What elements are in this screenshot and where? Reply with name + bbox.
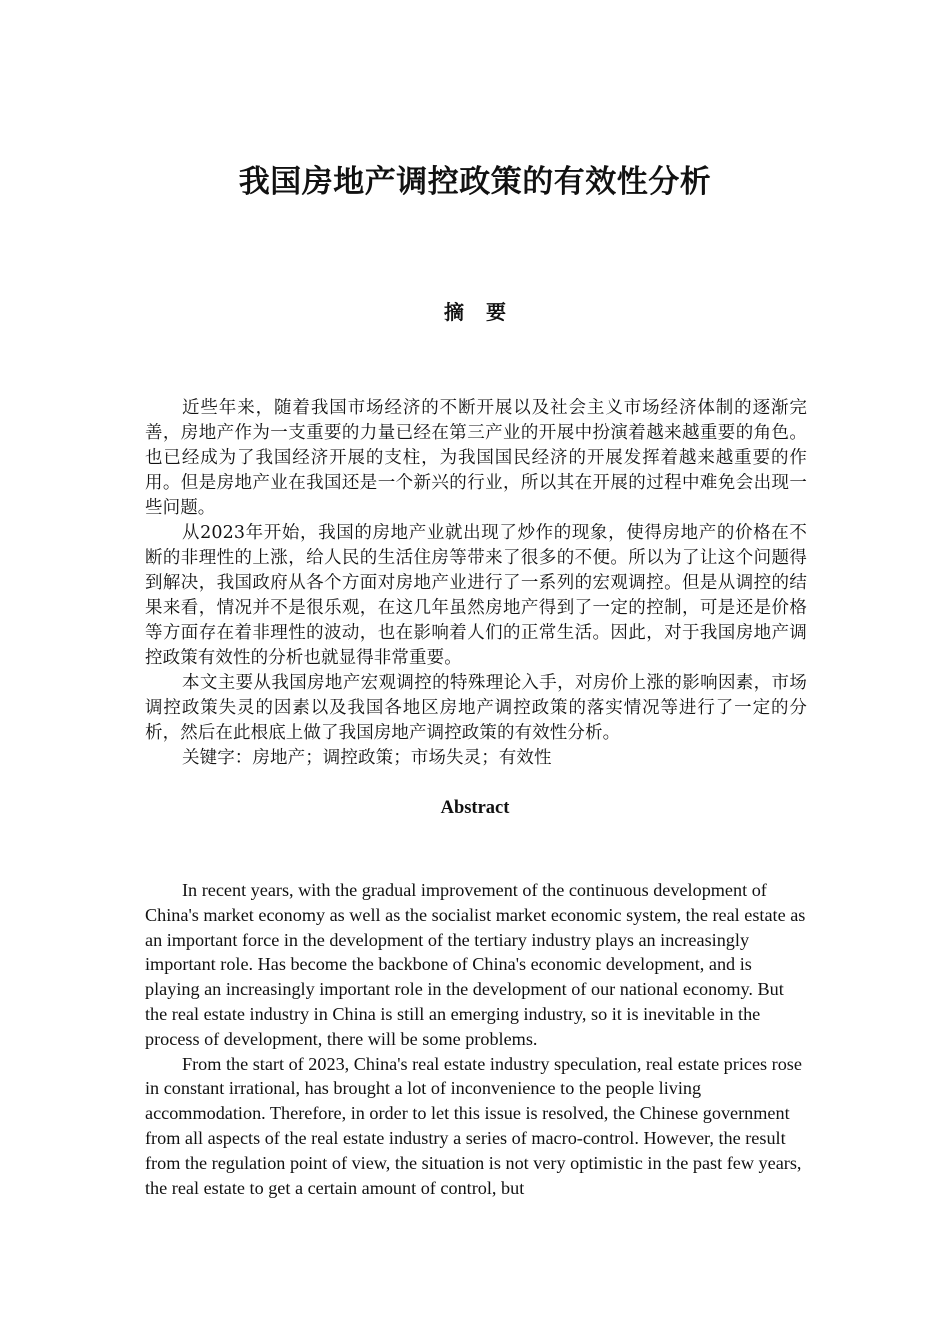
keywords-list: 房地产；调控政策；市场失灵；有效性 — [252, 748, 552, 768]
abstract-cn-body — [145, 396, 807, 771]
document-title: 我国房地产调控政策的有效性分析 — [238, 164, 712, 200]
abstract-cn-heading: 摘要 — [444, 300, 528, 324]
abstract-cn-paragraph: 从2023年开始，我国的房地产业就出现了炒作的现象，使得房地产的价格在不断的非理性的上涨，给人民的生活住房等带来了很多的不便。所以为了让这个问题得到解决，我国政府从各个方面对房地产业进行了一系列的宏观调控。但是从调控的结果来看，情况并不是很乐观，在这几年虽然房地产得到了一定的控制，可是还是价格等方面存在着非理性的波动，也在影响着人们的正常生活。因此，对于我国房地产调控政策有效性的分析也就显得非常重要。 — [145, 523, 807, 668]
abstract-en-paragraph: In recent years, with the gradual improvement of the continuous development of China's market economy as well as the socialist market economic system, the real estate as an important force in the development of the tertiary industry plays an increasingly important role. Has become the backbone of China's economic development, and is playing an increasingly important role in the development of our national economy. But the real estate industry in China is still an emerging industry, so it is inevitable in the process of development, there will be some problems. — [145, 880, 806, 1049]
abstract-cn-paragraph: 近些年来，随着我国市场经济的不断开展以及社会主义市场经济体制的逐渐完善，房地产作为一支重要的力量已经在第三产业的开展中扮演着越来越重要的角色。也已经成为了我国经济开展的支柱，为我国国民经济的开展发挥着越来越重要的作用。但是房地产业在我国还是一个新兴的行业，所以其在开展的过程中难免会出现一些问题。 — [145, 398, 807, 518]
abstract-en-paragraph: From the start of 2023, China's real estate industry speculation, real estate prices rose in constant irrational, has brought a lot of inconvenience to the people living accommodation. Therefore, in order to let this issue is resolved, the Chinese government from all aspects of the real estate industry a series of macro-control. However, the result from the regulation point of view, the situation is not very optimistic in the past few years, the real estate to get a certain amount of control, but — [145, 1053, 802, 1198]
abstract-cn-paragraph: 本文主要从我国房地产宏观调控的特殊理论入手，对房价上涨的影响因素，市场调控政策失灵的因素以及我国各地区房地产调控政策的落实情况等进行了一定的分析，然后在此根底上做了我国房地产调控政策的有效性分析。 — [145, 673, 807, 743]
keywords-line — [145, 746, 807, 771]
abstract-en-body — [145, 878, 807, 1200]
keywords-label: 关键字： — [182, 748, 253, 768]
abstract-en-heading: Abstract — [440, 798, 510, 818]
